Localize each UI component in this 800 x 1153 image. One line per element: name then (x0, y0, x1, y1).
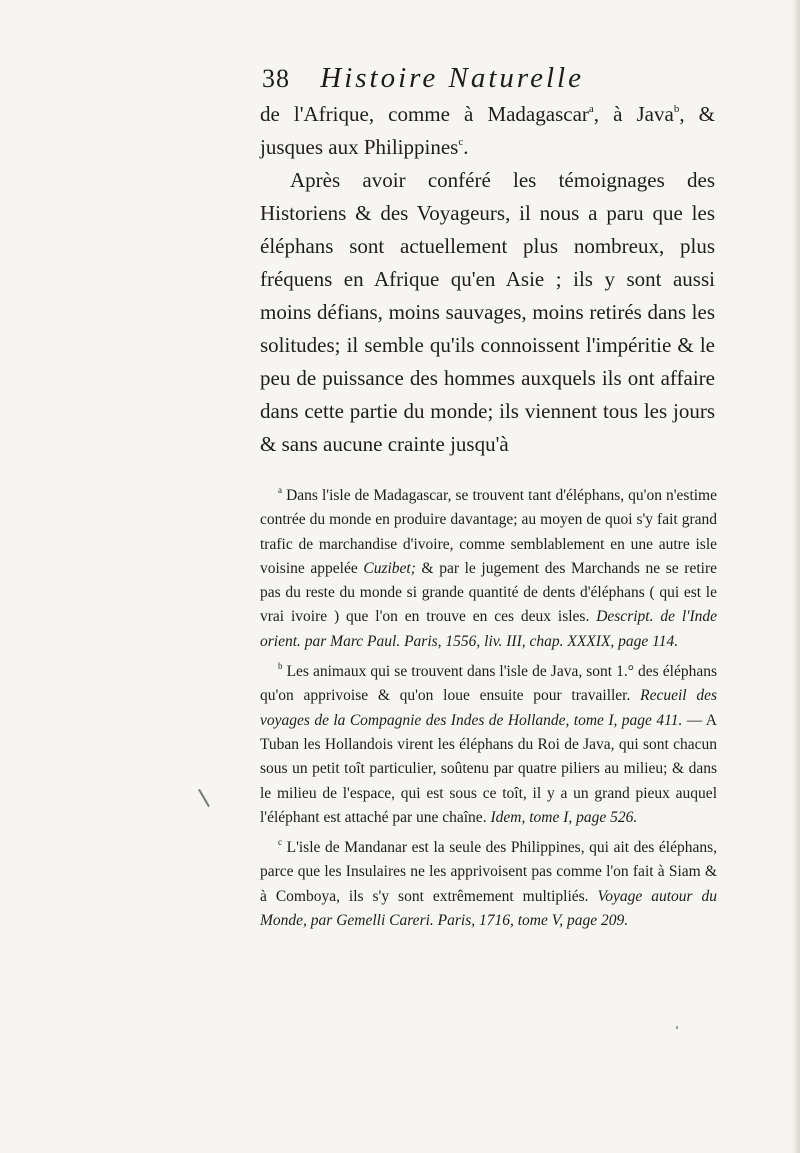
footnote-a (260, 484, 717, 654)
footnote-ref-c[interactable]: c (458, 136, 464, 148)
footnote-ref-a[interactable]: a (588, 103, 594, 115)
footnote-text: L'isle de Mandanar est la seule des Philippines, qui ait des éléphans, parce que les Insulaires ne les apprivoisent pas comme l'on fait à Siam & à Comboya, ils s'y sont extrêmement multipliés. (260, 839, 718, 905)
page-number: 38 (262, 64, 290, 93)
footnote-text: Les animaux qui se trouvent dans l'isle de Java, sont 1.° des éléphans qu'on apprivoise & qu'on loue ensuite pour travailler. (260, 663, 717, 705)
text-span: aux Philippines (328, 135, 459, 159)
page-edge-shadow (792, 0, 800, 1153)
paper-speck (676, 1026, 678, 1029)
footnote-b (260, 660, 717, 830)
text-span: de l'Afrique, comme à Madagascar (260, 102, 589, 126)
running-header (262, 62, 702, 102)
footnote-marker-b: b (278, 661, 283, 672)
footnote-italic: Cuzibet; (363, 559, 416, 577)
footnote-text: Dans l'isle de Madagascar, se trouvent tant d'éléphans, qu'on n'estime contrée du monde en produire davantage; au moyen de quoi s'y fait grand trafic de marchandise d'ivoire, comme semblablement en une autre isle voisine appelée (260, 487, 717, 577)
footnote-citation: Voyage autour du Monde, par Gemelli Careri. Paris, 1716, tome V, page 209. (260, 887, 717, 930)
text-span: , à Java (593, 102, 674, 126)
footnote-text: — A Tuban les Hollandois virent les éléphans du Roi de Java, qui sont chacun sous un petit toît particulier, soûtenu par quatre piliers au milieu; & dans le milieu de l'espace, qui est sous ce toît, il y a un grand pieux auquel l'éléphant est attaché par une chaîne. (260, 711, 718, 826)
footnote-marker-c: c (278, 837, 282, 848)
text-span: , & jusques (260, 102, 715, 159)
paragraph-main: Après avoir conféré les témoignages des Historiens & des Voyageurs, il nous a paru que les éléphans sont actuellement plus nombreux, plus fréquens en Afrique qu'en Asie ; ils y sont aussi moins défians, moins sauvages, moins retirés dans les solitudes; il semble qu'ils connoissent l'impéritie & le peu de puissance des hommes auxquels ils ont affaire dans cette partie du monde; ils viennent tous les jours & sans aucune crainte jusqu'à (260, 168, 715, 456)
footnote-citation: Descript. de l'Inde orient. par Marc Paul. Paris, 1556, liv. III, chap. XXXIX, page 114. (260, 608, 717, 650)
footnotes (260, 484, 717, 939)
margin-pencil-mark (198, 789, 210, 807)
footnote-ref-b[interactable]: b (673, 103, 680, 115)
footnote-citation: Idem, tome I, page 526. (490, 808, 638, 826)
text-span: . (463, 135, 469, 159)
paragraph-continuation (260, 98, 715, 164)
running-title: Histoire Naturelle (320, 62, 584, 94)
footnote-c (260, 836, 717, 933)
footnote-citation: Recueil des voyages de la Compagnie des Indes de Hollande, tome I, page 411. (260, 687, 717, 729)
main-text (260, 98, 715, 461)
footnote-marker-a: a (278, 485, 282, 495)
footnote-text: & par le jugement des Marchands ne se retire pas du reste du monde si grande quantité de dents d'éléphans ( qui est le vrai ivoire ) que l'on en trouve en ces deux isles. (260, 559, 717, 626)
